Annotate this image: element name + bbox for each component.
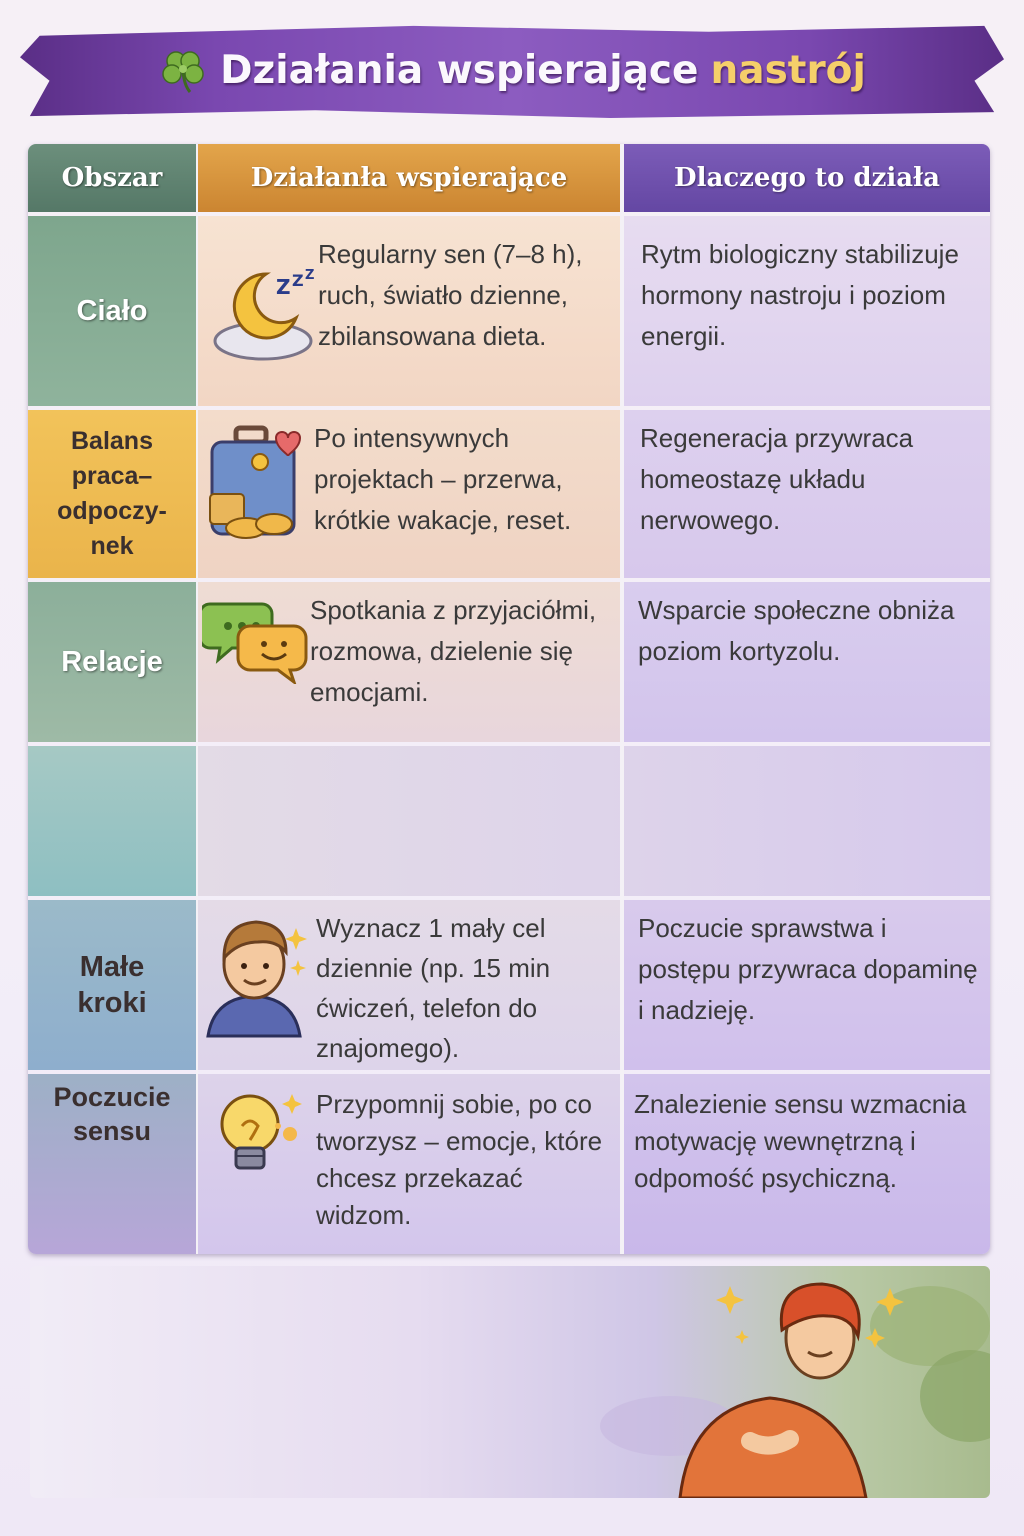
chat-bubbles-icon (202, 594, 312, 684)
area-label: Balans praca–odpoczy-nek (57, 427, 167, 560)
footer-landscape (30, 1266, 990, 1498)
reason-text: Znalezienie sensu wzmacnia motywację wewnętrzną i odpomość psychiczną. (634, 1089, 967, 1193)
row-sens-reason (624, 1074, 990, 1254)
header-actions: Działanła wspierające (198, 144, 620, 212)
action-text: Regularny sen (7–8 h), ruch, światło dzienne, zbilansowana dieta. (318, 239, 583, 351)
row-cialo-reason (624, 216, 990, 406)
area-label: Poczucie sensu (53, 1082, 171, 1146)
svg-text:Z: Z (292, 271, 304, 290)
reason-text: Regeneracja przywraca homeostazę układu nerwowego. (640, 423, 914, 535)
suitcase-icon (202, 422, 312, 547)
row-male-kroki-action (198, 900, 620, 1070)
svg-text:Z: Z (276, 275, 291, 299)
row-relacje-reason (624, 582, 990, 742)
row-male-kroki-reason (624, 900, 990, 1070)
area-label: Małe kroki (77, 951, 147, 1019)
page-title (0, 30, 1024, 110)
clover-icon (158, 45, 208, 95)
lightbulb-icon (208, 1086, 308, 1186)
row-cialo-action (198, 216, 620, 406)
action-text: Wyznacz 1 mały cel dziennie (np. 15 min ćwiczeń, telefon do znajomego). (316, 913, 551, 1063)
header-reason: Dlaczego to działa (624, 144, 990, 212)
row-male-kroki-area (28, 900, 196, 1070)
row-relacje-area (28, 582, 196, 742)
reason-text: Rytm biologiczny stabilizuje hormony nastroju i poziom energii. (641, 239, 959, 351)
title-accent: nastrój (710, 47, 866, 93)
area-label: Ciało (76, 295, 148, 327)
row-empty-content (198, 746, 990, 896)
smiling-boy-icon (204, 908, 314, 1038)
header-area: Obszar (28, 144, 196, 212)
row-sens-action (198, 1074, 620, 1254)
row-balans-reason (624, 410, 990, 578)
row-relacje-action (198, 582, 620, 742)
row-cialo-area (28, 216, 196, 406)
title-main: Działania wspierające (220, 47, 699, 93)
moon-pillow-icon (208, 256, 318, 366)
action-text: Po intensywnych projektach – przerwa, krótkie wakacje, reset. (314, 423, 572, 535)
area-label: Relacje (61, 646, 163, 678)
reason-text: Wsparcie społeczne obniża poziom kortyzolu. (638, 595, 955, 666)
happy-boy-illustration (30, 1266, 990, 1498)
reason-text: Poczucie sprawstwa i postępu przywraca dopaminę i nadzieję. (638, 913, 978, 1025)
action-text: Przypomnij sobie, po co tworzysz – emocje, które chcesz przekazać widzom. (316, 1089, 603, 1230)
svg-text:Z: Z (305, 268, 315, 283)
row-sens-area (28, 1074, 196, 1254)
row-balans-action (198, 410, 620, 578)
action-text: Spotkania z przyjaciółmi, rozmowa, dzielenie się emocjami. (310, 595, 597, 707)
row-balans-area (28, 410, 196, 578)
row-empty-area (28, 746, 196, 896)
mood-table (28, 144, 990, 1254)
